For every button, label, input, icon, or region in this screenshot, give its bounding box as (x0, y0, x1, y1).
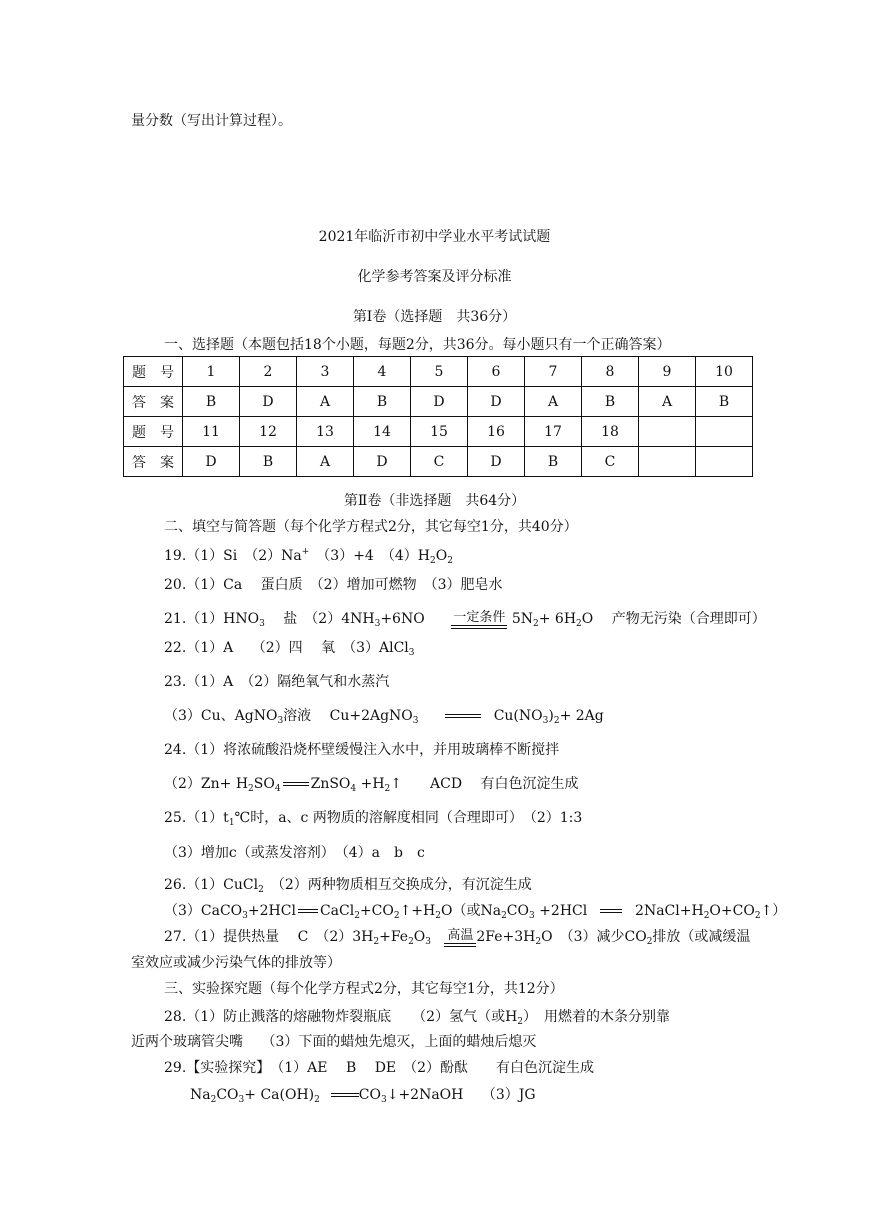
table-cell: 16 (468, 417, 525, 447)
table-row (124, 357, 753, 387)
table-cell: D (354, 447, 411, 477)
answer-line-q28b: 近两个玻璃管尖嘴 （3）下面的蜡烛先熄灭，上面的蜡烛后熄灭 (131, 1034, 537, 1050)
table-cell: 5 (411, 357, 468, 387)
table-cell: D (240, 387, 297, 417)
equals-sign (283, 782, 309, 786)
table-cell: B (354, 387, 411, 417)
answer-line-q24a: 24.（1）将浓硫酸沿烧杯壁缓慢注入水中，并用玻璃棒不断搅拌 (164, 742, 560, 758)
table-cell: 2 (240, 357, 297, 387)
answer-line-q26b: （3）CaCO$_3$+2HCl $CaCl_2+CO_2↑+H_2O$（或$Na_2CO_3 +2HCl$ $2NaCl+H_2O+CO_2↑$） (164, 903, 787, 921)
table-cell: 9 (639, 357, 696, 387)
table-cell: B (582, 387, 639, 417)
question-fragment: 量分数（写出计算过程）。 (131, 113, 292, 129)
table-cell (639, 417, 696, 447)
table-header-cell: 答 案 (124, 447, 183, 477)
table-cell: 11 (183, 417, 240, 447)
table-cell: 6 (468, 357, 525, 387)
document-subtitle: 化学参考答案及评分标准 (357, 269, 512, 285)
equals-sign (445, 714, 481, 718)
table-cell: B (696, 387, 753, 417)
table-row (124, 387, 753, 417)
table-cell: 14 (354, 417, 411, 447)
answer-line-q28a: 28.（1）防止溅落的熔融物炸裂瓶底 （2）氢气（或$H_2$） 用燃着的木条分别靠 (164, 1009, 671, 1027)
reaction-condition-arrow: 高温 (444, 929, 476, 947)
section2-instructions: 二、填空与简答题（每个化学方程式2分，其它每空1分，共40分） (164, 519, 578, 535)
table-header-cell: 题 号 (124, 357, 183, 387)
table-cell: 12 (240, 417, 297, 447)
table-cell: C (411, 447, 468, 477)
table-cell: D (468, 387, 525, 417)
document-title: 2021年临沂市初中学业水平考试试题 (318, 229, 551, 245)
table-cell: 1 (183, 357, 240, 387)
answer-line-q19: 19.（1）Si （2）Na+ （3）+4 $(4)H_2O_2$ (164, 547, 453, 566)
answer-line-q26a: 26.（1）CuCl$_2$ （2）两种物质相互交换成分，有沉淀生成 (164, 877, 532, 895)
part2-heading: 第Ⅱ卷（非选择题 共64分） (343, 493, 526, 509)
answer-line-q23a: 23.（1）A （2）隔绝氧气和水蒸汽 (164, 674, 390, 690)
table-cell: B (525, 447, 582, 477)
table-cell: A (639, 387, 696, 417)
table-cell: D (183, 447, 240, 477)
answer-line-q23b: （3）Cu、AgNO$_3$溶液 Cu+2AgNO$_3$ $Cu(NO_3)_2+ 2Ag$ (164, 708, 604, 726)
reaction-condition-arrow: 一定条件 (451, 611, 507, 629)
answer-line-q25b: （3）增加c（或蒸发溶剂） （4）a b c (164, 845, 425, 861)
table-header-cell: 题 号 (124, 417, 183, 447)
answer-line-q24b: $(2)Zn+ H_2SO_4$ ZnSO$_4$ $+H_2↑$ ACD 有白色沉淀生成 (164, 776, 579, 794)
table-cell: A (525, 387, 582, 417)
table-cell: 18 (582, 417, 639, 447)
answer-line-q27a: 27.（1）提供热量 C $(2)3H_2+Fe_2O_3$ 高温 $2Fe+3H_2O$ （3）减少$CO_2$排放（或减缓温 (164, 928, 751, 947)
table-cell (696, 417, 753, 447)
answer-line-q21: $21.(1)HNO_3$ 盐 $(2)4NH_3+6NO$ 一定条件 $5N_2+ 6H_2O$ 产物无污染（合理即可） (164, 610, 766, 629)
answer-line-q29a: 29.【实验探究】 （1）AE B DE （2）酚酞 有白色沉淀生成 (164, 1060, 595, 1076)
table-cell: A (297, 447, 354, 477)
table-cell: 15 (411, 417, 468, 447)
table-cell: 4 (354, 357, 411, 387)
table-cell: 7 (525, 357, 582, 387)
equals-sign (331, 1093, 359, 1097)
answer-line-q29b: $Na_2CO_3+ Ca(OH)_2$ $CO_3↓+2NaOH$ （3）JG (190, 1087, 536, 1105)
table-cell: 13 (297, 417, 354, 447)
table-header-cell: 答 案 (124, 387, 183, 417)
table-cell: A (297, 387, 354, 417)
table-cell (639, 447, 696, 477)
table-cell: B (240, 447, 297, 477)
table-cell: D (468, 447, 525, 477)
equals-sign (600, 909, 622, 913)
table-cell: B (183, 387, 240, 417)
table-cell: 17 (525, 417, 582, 447)
table-cell: 8 (582, 357, 639, 387)
answer-line-q27b: 室效应或减少污染气体的排放等） (131, 955, 341, 971)
table-cell: 3 (297, 357, 354, 387)
table-cell: C (582, 447, 639, 477)
table-row (124, 417, 753, 447)
section1-instructions: 一、选择题（本题包括18个小题，每题2分，共36分。每小题只有一个正确答案） (164, 337, 671, 353)
answer-line-q25a: $25.(1)t_1℃$时，a、c 两物质的溶解度相同（合理即可） （2）1:3 (164, 810, 583, 828)
part1-heading: 第Ⅰ卷（选择题 共36分） (352, 309, 517, 325)
table-cell: 10 (696, 357, 753, 387)
answer-table (123, 356, 753, 477)
section3-instructions: 三、实验探究题（每个化学方程式2分，其它每空1分，共12分） (164, 981, 564, 997)
equals-sign (298, 909, 318, 913)
table-row (124, 447, 753, 477)
answer-line-q22: 22.（1）A （2）四 氧 （3）AlCl$_3$ (164, 640, 415, 658)
table-cell (696, 447, 753, 477)
answer-line-q20: 20.（1）Ca 蛋白质 （2）增加可燃物 （3）肥皂水 (164, 577, 503, 593)
table-cell: D (411, 387, 468, 417)
